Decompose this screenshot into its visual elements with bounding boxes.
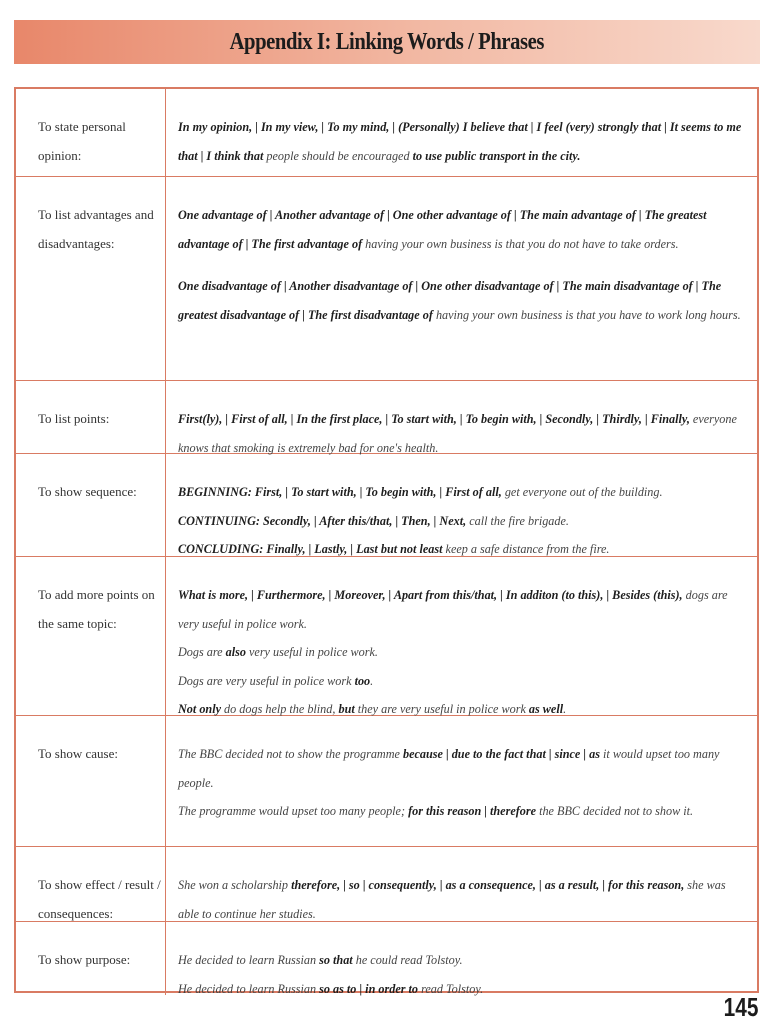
table-row: [16, 381, 757, 454]
table-row: [16, 557, 757, 716]
example-text: keep a safe distance from the fire.: [442, 542, 610, 556]
example-text: very useful in police work.: [245, 645, 378, 659]
row-examples: [166, 557, 757, 715]
example-sentence: [178, 946, 749, 975]
example-text: he could read Tolstoy.: [352, 953, 463, 967]
example-text: they are very useful in police work: [354, 702, 529, 716]
linking-phrase: but: [338, 702, 355, 716]
example-sentence: [178, 507, 749, 536]
example-sentence: [178, 581, 749, 638]
row-label: To show purpose:: [16, 922, 166, 995]
linking-phrase: Not only: [178, 702, 221, 716]
title-banner: [14, 20, 760, 64]
row-label: To list advantages and disadvantages:: [16, 177, 166, 380]
linking-phrase: too: [354, 673, 371, 688]
linking-phrase: CONCLUDING: Finally, | Lastly, | Last but not least: [178, 542, 443, 556]
example-text: He decided to learn Russian: [178, 953, 320, 967]
row-examples: [166, 847, 757, 921]
row-examples: [166, 716, 757, 846]
example-sentence: [178, 797, 749, 826]
example-text: Dogs are very useful in police work: [178, 673, 355, 688]
example-sentence: [178, 478, 749, 507]
linking-phrase: for this reason | therefore: [408, 804, 537, 818]
example-text: the BBC decided not to show it.: [536, 804, 694, 818]
example-sentence: [178, 201, 749, 258]
table-row: [16, 177, 757, 381]
row-label: To show sequence:: [16, 454, 166, 556]
row-examples: [166, 454, 757, 556]
row-label: To list points:: [16, 381, 166, 453]
linking-phrase: BEGINNING: First, | To start with, | To begin with, | First of all,: [178, 485, 502, 499]
example-text: people should be encouraged: [263, 148, 413, 163]
example-text: The programme would upset too many people;: [178, 804, 409, 818]
example-text: .: [370, 673, 374, 688]
linking-words-table: [14, 87, 759, 996]
row-label: To show cause:: [16, 716, 166, 846]
example-text: having your own business is that you have to work long hours.: [432, 307, 741, 322]
linking-phrase: to use public transport in the city.: [412, 148, 581, 163]
linking-phrase: One advantage of | Another advantage of | One other advantage of | The main advantage of | The greatest advantage of | The first advantage of: [178, 208, 707, 251]
table-row: [16, 89, 757, 177]
table-row: [16, 454, 757, 557]
example-text: call the fire brigade.: [466, 513, 569, 528]
example-text: she was able to continue her studies.: [178, 878, 726, 921]
example-sentence: [178, 740, 749, 797]
example-text: .: [563, 702, 567, 716]
row-label: To show effect / result / consequences:: [16, 847, 166, 921]
example-text: everyone knows that smoking is extremely bad for one's health.: [178, 412, 737, 455]
row-examples: [166, 89, 757, 176]
linking-phrase: so as to | in order to: [319, 981, 419, 996]
example-text: do dogs help the blind,: [221, 702, 339, 716]
example-sentence: [178, 871, 749, 928]
row-examples: [166, 381, 757, 453]
example-text: having your own business is that you do not have to take orders.: [362, 236, 679, 251]
page-number: 145: [723, 992, 758, 1022]
linking-phrase: What is more, | Furthermore, | Moreover, | Apart from this/that, | In additon (to this), | Besides (this),: [178, 588, 683, 602]
row-label: To add more points on the same topic:: [16, 557, 166, 715]
row-label: To state personal opinion:: [16, 89, 166, 176]
example-text: He decided to learn Russian: [178, 981, 320, 996]
example-text: get everyone out of the building.: [501, 485, 663, 499]
example-sentence: [178, 113, 749, 170]
example-sentence: [178, 667, 749, 696]
example-sentence: [178, 975, 749, 1004]
table-row: [16, 716, 757, 847]
example-text: read Tolstoy.: [418, 981, 484, 996]
example-text: The BBC decided not to show the programme: [178, 747, 403, 761]
row-examples: [166, 922, 757, 995]
linking-phrase: therefore, | so | consequently, | as a consequence, | as a result, | for this reason,: [291, 878, 685, 892]
page-title: Appendix I: Linking Words / Phrases: [229, 28, 545, 55]
table-row: [16, 922, 757, 995]
linking-phrase: One disadvantage of | Another disadvantage of | One other disadvantage of | The main disadvantage of | The greatest disadvantage of | The first disadvantage of: [178, 279, 722, 322]
linking-phrase: In my opinion, | In my view, | To my mind, | (Personally) I believe that | I feel (very) strongly that | It seems to me that | I think that: [178, 120, 742, 163]
linking-phrase: also: [225, 645, 246, 659]
example-text: dogs are very useful in police work.: [178, 588, 728, 631]
linking-phrase: because | due to the fact that | since | as: [403, 747, 600, 761]
example-sentence: [178, 638, 749, 667]
table-row: [16, 847, 757, 922]
linking-phrase: so that: [319, 953, 353, 967]
row-examples: [166, 177, 757, 380]
linking-phrase: First(ly), | First of all, | In the first place, | To start with, | To begin with, | Secondly, | Thirdly, | Finally,: [178, 412, 690, 426]
example-sentence: [178, 272, 749, 329]
example-text: it would upset too many people.: [178, 747, 720, 790]
example-text: Dogs are: [178, 645, 226, 659]
linking-phrase: CONTINUING: Secondly, | After this/that, | Then, | Next,: [178, 513, 467, 528]
linking-phrase: as well: [528, 702, 564, 716]
example-text: She won a scholarship: [178, 878, 292, 892]
